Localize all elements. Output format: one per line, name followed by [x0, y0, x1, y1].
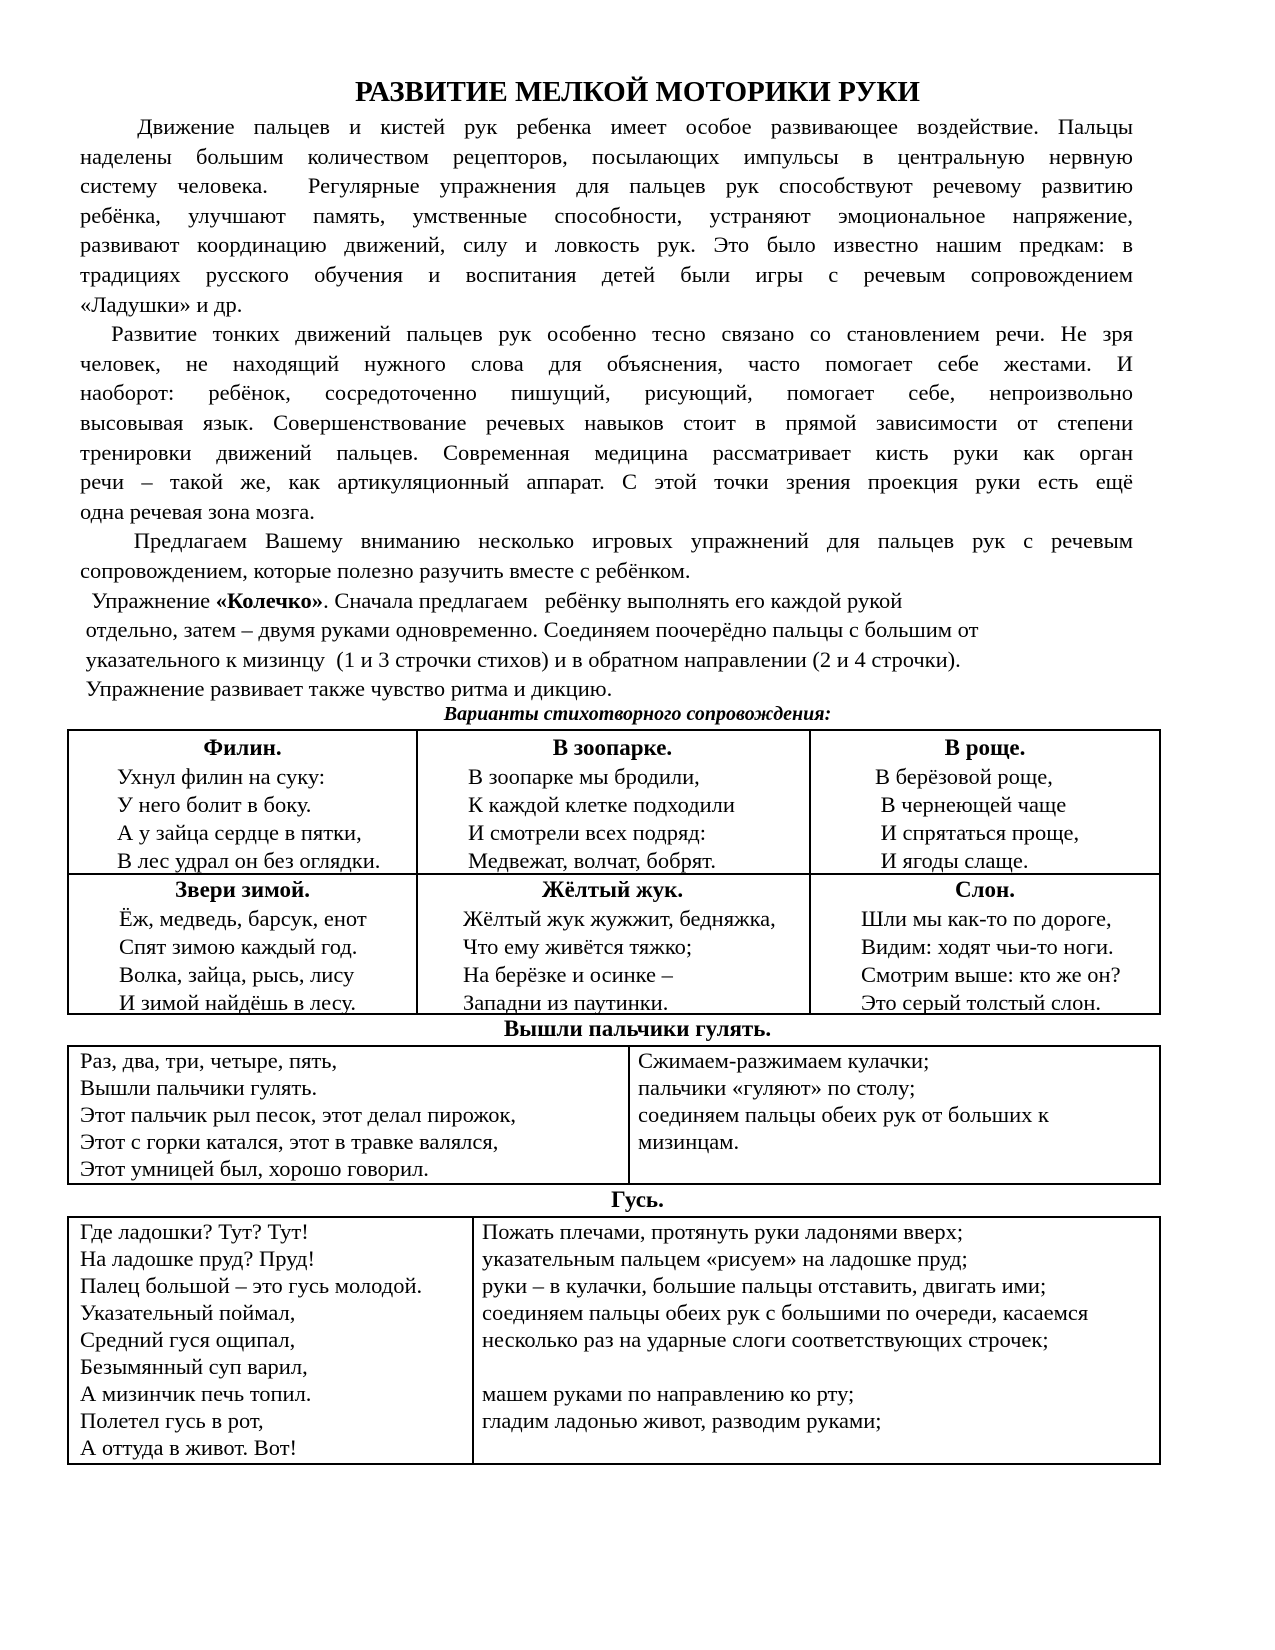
walk-title: Вышли пальчики гулять.: [503, 1016, 772, 1041]
poem-line: Волка, зайца, рысь, лису: [119, 962, 355, 987]
poem-line: К каждой клетке подходили: [468, 792, 735, 817]
text-line: Сжимаем-разжимаем кулачки;: [638, 1048, 930, 1073]
text-line: человек, не находящий нужного слова для объяснения, часто помогает себе жестами. И: [80, 350, 1133, 376]
text-line: сопровождением, которые полезно разучить вместе с ребёнком.: [80, 557, 691, 583]
text-line: Развитие тонких движений пальцев рук особенно тесно связано со становлением речи. Не зря: [80, 321, 1133, 347]
text: . Сначала предлагаем ребёнку выполнять его каждой рукой: [323, 587, 903, 613]
paragraph-ring-exercise: [80, 586, 1133, 704]
poem-line: Медвежат, волчат, бобрят.: [468, 848, 716, 873]
poem-cell: [69, 875, 416, 1017]
text-line: Раз, два, три, четыре, пять,: [80, 1048, 338, 1073]
text-line: машем руками по направлению ко рту;: [482, 1381, 855, 1406]
poem-line: Ёж, медведь, барсук, енот: [119, 906, 367, 931]
paragraph-intro: [80, 112, 1133, 319]
poems-table: [67, 729, 1161, 1015]
text-line: соединяем пальцы обеих рук с большими по очереди, касаемся: [482, 1300, 1089, 1325]
text-line: [482, 1353, 1088, 1380]
poem-title: В роще.: [944, 735, 1026, 760]
poem-title: Филин.: [203, 735, 282, 760]
poem-line: И зимой найдёшь в лесу.: [119, 990, 357, 1015]
text-line: систему человека. Регулярные упражнения для пальцев рук способствуют речевому развитию: [80, 173, 1133, 199]
poem-line: А у зайца сердце в пятки,: [117, 820, 362, 845]
poem-line: Это серый толстый слон.: [861, 990, 1101, 1015]
paragraph-offer: [80, 526, 1133, 585]
text-line: речи – такой же, как артикуляционный аппарат. С этой точки зрения проекция руки есть ещё: [80, 469, 1133, 495]
poem-line: Западни из паутинки.: [463, 990, 669, 1015]
text-line: наоборот: ребёнок, сосредоточенно пишущий, рисующий, помогает себе, непроизвольно: [80, 380, 1133, 406]
poem-line: Спят зимою каждый год.: [119, 934, 358, 959]
poem-line: В чернеющей чаще: [875, 792, 1067, 817]
text-line: Полетел гусь в рот,: [80, 1408, 264, 1433]
poem-line: В лес удрал он без оглядки.: [117, 848, 381, 873]
poem-line: И спрятаться проще,: [875, 820, 1080, 845]
text-line: тренировки движений пальцев. Современная медицина рассматривает кисть руки как орган: [80, 439, 1133, 465]
goose-title: Гусь.: [611, 1187, 664, 1212]
poem-line: В зоопарке мы бродили,: [468, 764, 700, 789]
variants-heading: Варианты стихотворного сопровождения:: [443, 703, 832, 725]
text-line: «Ладушки» и др.: [80, 291, 243, 317]
text-line: пальчики «гуляют» по столу;: [638, 1075, 916, 1100]
text-line: Безымянный суп варил,: [80, 1354, 308, 1379]
body-text: [80, 112, 1133, 704]
poem-line: И ягоды слаще.: [875, 848, 1029, 873]
poem-line: В берёзовой роще,: [875, 764, 1053, 789]
poem-line: Видим: ходят чьи-то ноги.: [861, 934, 1114, 959]
text-line: Упражнение развивает также чувство ритма и дикцию.: [80, 676, 613, 702]
poem-cell: [69, 733, 416, 875]
text-line: Этот пальчик рыл песок, этот делал пирожок,: [80, 1102, 517, 1127]
text-line: Вышли пальчики гулять.: [80, 1075, 318, 1100]
poem-title: В зоопарке.: [552, 735, 673, 760]
text-line: Средний гуся ощипал,: [80, 1327, 296, 1352]
text-line: одна речевая зона мозга.: [80, 498, 315, 524]
text: Упражнение: [80, 587, 216, 613]
text-line: развивают координацию движений, силу и ловкость рук. Это было известно нашим предкам: в: [80, 232, 1133, 258]
text-line: Этот с горки катался, этот в травке валялся,: [80, 1129, 499, 1154]
poem-cell: [809, 733, 1161, 875]
text-line: Палец большой – это гусь молодой.: [80, 1273, 423, 1298]
poem-line: Жёлтый жук жужжит, бедняжка,: [463, 906, 776, 931]
text-line: руки – в кулачки, большие пальцы отставить, двигать ими;: [482, 1273, 1047, 1298]
exercise-name: «Колечко»: [215, 587, 324, 613]
text-line: высовывая язык. Совершенствование речевых навыков стоит в прямой зависимости от степени: [80, 409, 1133, 435]
text-line: указательным пальцем «рисуем» на ладошке пруд;: [482, 1246, 968, 1271]
poem-line: Шли мы как-то по дороге,: [861, 906, 1112, 931]
text-line: указательного к мизинцу (1 и 3 строчки стихов) и в обратном направлении (2 и 4 строчки).: [80, 646, 961, 672]
text-line: Пожать плечами, протянуть руки ладонями вверх;: [482, 1219, 964, 1244]
poem-title: Жёлтый жук.: [541, 877, 684, 902]
poem-line: Что ему живётся тяжко;: [463, 934, 693, 959]
right-column: [482, 1218, 1088, 1434]
text-line: отдельно, затем – двумя руками одновременно. Соединяем поочерёдно пальцы с большим от: [80, 617, 979, 643]
text-line: Предлагаем Вашему вниманию несколько игровых упражнений для пальцев рук с речевым: [80, 528, 1133, 554]
text-line: несколько раз на ударные слоги соответствующих строчек;: [482, 1327, 1049, 1352]
text-line: Движение пальцев и кистей рук ребенка имеет особое развивающее воздействие. Пальцы: [80, 114, 1133, 139]
text-line: А оттуда в живот. Вот!: [80, 1435, 298, 1460]
poem-line: И смотрели всех подряд:: [468, 820, 706, 845]
right-column: [638, 1047, 1049, 1155]
text-line: традициях русского обучения и воспитания детей были игры с речевым сопровождением: [80, 261, 1133, 287]
text-line: гладим ладонью живот, разводим руками;: [482, 1408, 882, 1433]
page-title: РАЗВИТИЕ МЕЛКОЙ МОТОРИКИ РУКИ: [355, 76, 920, 108]
left-column: [80, 1218, 422, 1461]
text-line: ребёнка, улучшают память, умственные способности, устраняют эмоциональное напряжение,: [80, 202, 1133, 228]
poem-line: Смотрим выше: кто же он?: [861, 962, 1121, 987]
text-line: А мизинчик печь топил.: [80, 1381, 312, 1406]
text-line: На ладошке пруд? Пруд!: [80, 1246, 315, 1271]
poem-title: Звери зимой.: [175, 877, 310, 902]
text-line: Этот умницей был, хорошо говорил.: [80, 1156, 429, 1181]
text-line: Указательный поймал,: [80, 1300, 296, 1325]
poem-cell: [416, 733, 809, 875]
text-line: Где ладошки? Тут? Тут!: [80, 1219, 309, 1244]
goose-table: [67, 1216, 1161, 1465]
poem-cell: [809, 875, 1161, 1017]
poem-line: У него болит в боку.: [117, 792, 312, 817]
poem-line: На берёзке и осинке –: [463, 962, 673, 987]
text-line: мизинцам.: [638, 1129, 740, 1154]
poem-title: Слон.: [954, 877, 1015, 902]
poem-cell: [416, 875, 809, 1017]
left-column: [80, 1047, 516, 1182]
poem-line: Ухнул филин на суку:: [117, 764, 326, 789]
walk-table: [67, 1045, 1161, 1185]
paragraph-speech: [80, 319, 1133, 526]
text-line: соединяем пальцы обеих рук от больших к: [638, 1102, 1049, 1127]
text-line: наделены большим количеством рецепторов, посылающих импульсы в центральную нервную: [80, 143, 1133, 169]
